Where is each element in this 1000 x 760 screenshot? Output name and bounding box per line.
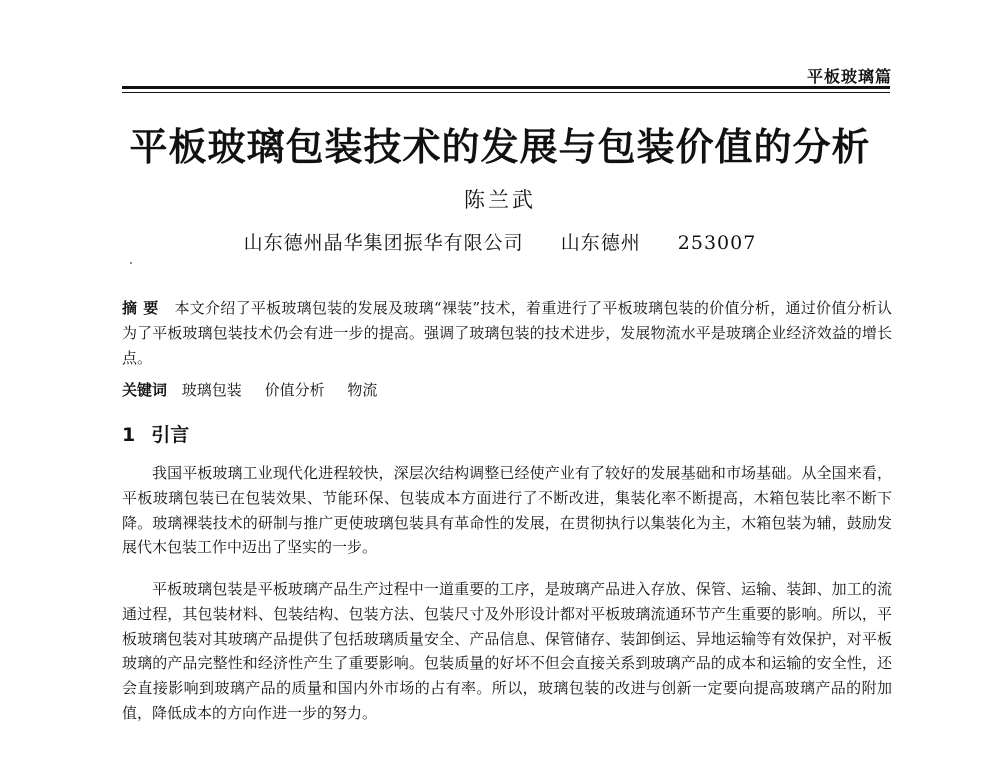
header-rule-thick	[122, 86, 890, 89]
abstract	[122, 296, 892, 370]
body-paragraph: 我国平板玻璃工业现代化进程较快，深层次结构调整已经使产业有了较好的发展基础和市场基础。从全国来看，平板玻璃包装已在包装效果、节能环保、包装成本方面进行了不断改进，集装化率不断提高，木箱包装比率不断下降。玻璃裸装技术的研制与推广更使玻璃包装具有革命性的发展，在贯彻执行以集装化为主，木箱包装为辅，鼓励发展代木包装工作中迈出了坚实的一步。	[122, 464, 892, 557]
scan-speck	[130, 262, 132, 264]
keywords-label: 关键词	[122, 381, 168, 399]
section-number: 1	[122, 424, 136, 446]
header-rule-thin	[122, 92, 890, 93]
keyword: 物流	[347, 381, 378, 399]
abstract-text: 本文介绍了平板玻璃包装的发展及玻璃“裸装”技术，着重进行了平板玻璃包装的价值分析，通过价值分析认为了平板玻璃包装技术仍会有进一步的提高。强调了玻璃包装的技术进步，发展物流水平是玻璃企业经济效益的增长点。	[122, 299, 892, 367]
affiliation-postcode: 253007	[677, 232, 757, 254]
affiliation-organization: 山东德州晶华集团振华有限公司	[243, 232, 524, 254]
author-name: 陈兰武	[464, 188, 536, 212]
keyword: 玻璃包装	[181, 381, 242, 399]
body-paragraph: 平板玻璃包装是平板玻璃产品生产过程中一道重要的工序，是玻璃产品进入存放、保管、运输、装卸、加工的流通过程，其包装材料、包装结构、包装方法、包装尺寸及外形设计都对平板玻璃流通环节产生重要的影响。所以，平板玻璃包装对其玻璃产品提供了包括玻璃质量安全、产品信息、保管储存、装卸倒运、异地运输等有效保护，对平板玻璃的产品完整性和经济性产生了重要影响。包装质量的好坏不但会直接关系到玻璃产品的成本和运输的安全性，还会直接影响到玻璃产品的质量和国内外市场的占有率。所以，玻璃包装的改进与创新一定要向提高玻璃产品的附加值，降低成本的方向作进一步的努力。	[122, 580, 892, 722]
keywords	[122, 378, 892, 403]
keyword: 价值分析	[264, 381, 325, 399]
affiliation-city: 山东德州	[560, 232, 641, 254]
abstract-label: 摘要	[122, 299, 165, 317]
section-title: 引言	[151, 424, 190, 446]
section-heading	[122, 420, 189, 447]
section-tag: 平板玻璃篇	[806, 67, 892, 86]
affiliation	[0, 228, 1000, 255]
paper-title: 平板玻璃包装技术的发展与包装价值的分析	[129, 125, 871, 169]
